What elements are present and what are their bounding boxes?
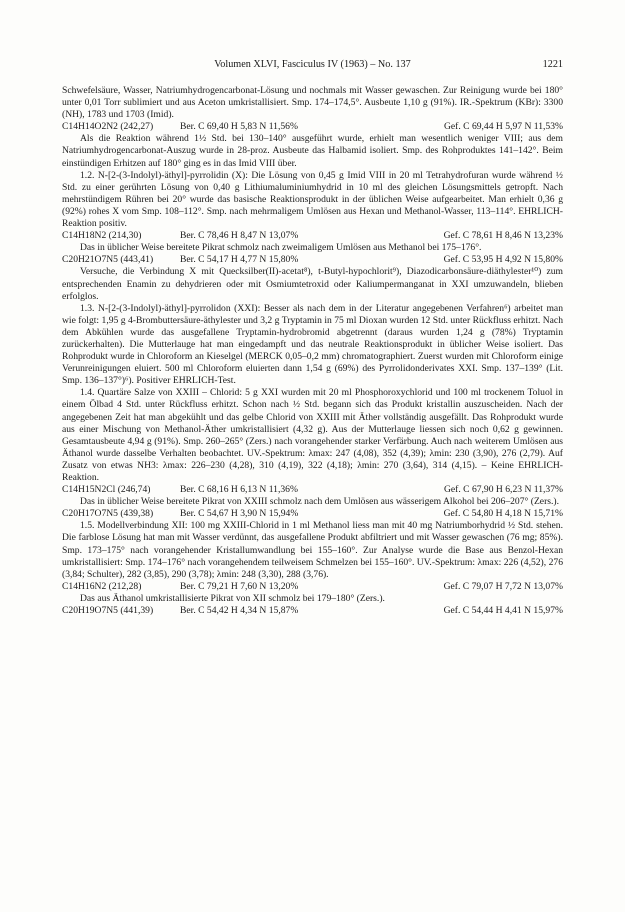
analysis-line: [62, 230, 563, 242]
paragraph: Das aus Äthanol umkristallisierte Pikrat von XII schmolz bei 179–180° (Zers.).: [80, 592, 385, 604]
found-values: Gef. C 54,44 H 4,41 N 15,97%: [443, 605, 563, 617]
found-values: Gef. C 79,07 H 7,72 N 13,07%: [443, 580, 563, 592]
molecular-formula: C14H15N2Cl (246,74): [62, 484, 151, 496]
paragraph: Versuche, die Verbindung X mit Quecksilber(II)-acetat⁸), t-Butyl-hypochlorit⁹), Diazodicarbonsäure-diäthylester¹⁰) zum entsprechenden Enamin zu dehydrieren oder mit Osmiumtetroxid oder Kaliumpermanganat in XXI umzuwandeln, blieben erfolglos.: [62, 266, 563, 302]
page-number: 1221: [542, 59, 563, 70]
section-1-5: 1.5. Modellverbindung XII: 100 mg XXIII-Chlorid in 1 ml Methanol liess man mit 40 mg Natriumborhydrid ½ Std. stehen. Die farblose Lösung hat man mit Wasser verdünnt, das ausgefallene Produkt abfiltriert und mit Wasser gewaschen (76 mg; 85%). Smp. 173–175° nach vorangehender Kristallumwandlung bei 155–160°. Zur Analyse wurde die Base aus Benzol-Hexan umkristallisiert: Smp. 174–176° nach vorangehendem teilweisem Schmelzen bei 155–160°. UV.-Spektrum: λmax: 226 (4,52), 276 (3,84; Schulter), 282 (3,85), 290 (3,78); λmin: 248 (3,30), 288 (3,76).: [62, 520, 563, 580]
molecular-formula: C14H18N2 (214,30): [62, 230, 142, 242]
paragraph: Das in üblicher Weise bereitete Pikrat schmolz nach zweimaligem Umlösen aus Methanol bei 175–176°.: [80, 242, 482, 254]
paragraph: Als die Reaktion während 1½ Std. bei 130–140° ausgeführt wurde, erhielt man wesentlich weniger VIII; aus dem Natriumhydrogencarbonat-Auszug wurde in 28-proz. Ausbeute das Halbamid isoliert. Smp. des Rohproduktes 141–142°. Beim einstündigen Erhitzen auf 180° ging es in das Imid VIII über.: [62, 133, 563, 169]
analysis-line: [62, 484, 563, 496]
running-header: [62, 59, 563, 73]
found-values: Gef. C 69,44 H 5,97 N 11,53%: [443, 121, 563, 133]
calculated-values: Ber. C 54,42 H 4,34 N 15,87%: [180, 605, 299, 617]
journal-title: Volumen XLVI, Fasciculus IV (1963) – No. 137: [214, 59, 411, 70]
found-values: Gef. C 67,90 H 6,23 N 11,37%: [443, 484, 563, 496]
section-1-4: 1.4. Quartäre Salze von XXIII – Chlorid: 5 g XXI wurden mit 20 ml Phosphoroxychlorid und 100 ml trockenem Toluol in einem Ölbad 4 Std. unter Rückfluss erhitzt. Schon nach ½ Std. begann sich das Produkt kristallin auszuscheiden. Nach der angegebenen Zeit hat man abgekühlt und das gelbe Chlorid von XXIII mit Äther vollständig ausgefällt. Das Rohprodukt wurde aus einer Mischung von Methanol-Äther umkristallisiert (4,32 g). Aus der Mutterlauge liessen sich noch 0,62 g gewinnen. Gesamtausbeute 4,94 g (91%). Smp. 260–265° (Zers.) nach vorangehender starker Verfärbung. Auch nach weiterem Umlösen aus Äthanol wurde dasselbe Verhalten beobachtet. UV.-Spektrum: λmax: 247 (4,08), 352 (4,39); λmin: 230 (3,90), 276 (2,79). Auf Zusatz von etwas NH3: λmax: 226–230 (4,28), 310 (4,19), 322 (4,18); λmin: 270 (3,64), 314 (4,15). – Keine EHRLICH-Reaktion.: [62, 387, 563, 483]
analysis-line: [62, 581, 563, 593]
calculated-values: Ber. C 69,40 H 5,83 N 11,56%: [180, 121, 298, 133]
found-values: Gef. C 78,61 H 8,46 N 13,23%: [443, 230, 563, 242]
found-values: Gef. C 53,95 H 4,92 N 15,80%: [443, 254, 563, 266]
section-1-3: 1.3. N-[2-(3-Indolyl)-äthyl]-pyrrolidon (XXI): Besser als nach dem in der Literatur angegebenen Verfahren⁶) arbeitet man wie folgt: 1,95 g 4-Brombuttersäure-äthylester und 3,2 g Tryptamin in 75 ml Dioxan wurden 12 Std. unter Rückfluss erhitzt. Nach dem Abkühlen wurde das ausgefallene Tryptamin-hydrobromid abgetrennt (daraus wurden 1,24 g (78%) Tryptamin zurückerhalten). Die Mutterlauge hat man eingedampft und das neutrale Reaktionsprodukt in üblicher Weise isoliert. Das Rohprodukt wurde in Chloroform an Kieselgel (MERCK 0,05–0,2 mm) chromatographiert. Zuerst wurden mit Chloroform einige Verunreinigungen eluiert. 500 ml Chloroform eluierten dann 1,54 g (69%) des Pyrrolidonderivates XXI. Smp. 137–139° (Lit. Smp. 136–137°)⁶). Positiver EHRLICH-Test.: [62, 302, 563, 387]
calculated-values: Ber. C 68,16 H 6,13 N 11,36%: [180, 484, 298, 496]
calculated-values: Ber. C 78,46 H 8,47 N 13,07%: [180, 230, 299, 242]
analysis-line: [62, 508, 563, 520]
calculated-values: Ber. C 54,67 H 3,90 N 15,94%: [180, 508, 299, 520]
analysis-line: [62, 254, 563, 266]
molecular-formula: C14H14O2N2 (242,27): [62, 121, 154, 133]
molecular-formula: C20H19O7N5 (441,39): [62, 605, 154, 617]
paragraph: Das in üblicher Weise bereitete Pikrat von XXIII schmolz nach dem Umlösen aus wässerigem Alkohol bei 206–207° (Zers.).: [80, 496, 559, 508]
molecular-formula: C20H17O7N5 (439,38): [62, 508, 154, 520]
calculated-values: Ber. C 79,21 H 7,60 N 13,20%: [180, 580, 299, 592]
analysis-line: [62, 605, 563, 617]
section-1-2: 1.2. N-[2-(3-Indolyl)-äthyl]-pyrrolidin (X): Die Lösung von 0,45 g Imid VIII in 20 ml Tetrahydrofuran wurde während ½ Std. zu einer gerührten Lösung von 0,40 g Lithiumaluminiumhydrid in 10 ml des gleichen Lösungsmittels getropft. Nach mehrstündigem Rühren bei 20° wurde das basische Reaktionsprodukt in der üblichen Weise aufgearbeitet. Man erhielt 0,36 g (92%) rohes X vom Smp. 108–112°. Smp. nach mehrmaligem Umlösen aus Hexan und Methanol-Wasser, 113–114°. EHRLICH-Reaktion positiv.: [62, 169, 563, 230]
document-body: [62, 85, 563, 617]
molecular-formula: C14H16N2 (212,28): [62, 580, 142, 592]
molecular-formula: C20H21O7N5 (443,41): [62, 254, 154, 266]
calculated-values: Ber. C 54,17 H 4,77 N 15,80%: [180, 254, 299, 266]
paragraph: Schwefelsäure, Wasser, Natriumhydrogencarbonat-Lösung und nochmals mit Wasser gewaschen. Zur Reinigung wurde bei 180° unter 0,01 Torr sublimiert und aus Aceton umkristallisiert. Smp. 174–174,5°. Ausbeute 1,10 g (91%). IR.-Spektrum (KBr): 3300 (NH), 1783 und 1703 (Imid).: [62, 85, 563, 121]
analysis-line: [62, 121, 563, 133]
found-values: Gef. C 54,80 H 4,18 N 15,71%: [443, 508, 563, 520]
